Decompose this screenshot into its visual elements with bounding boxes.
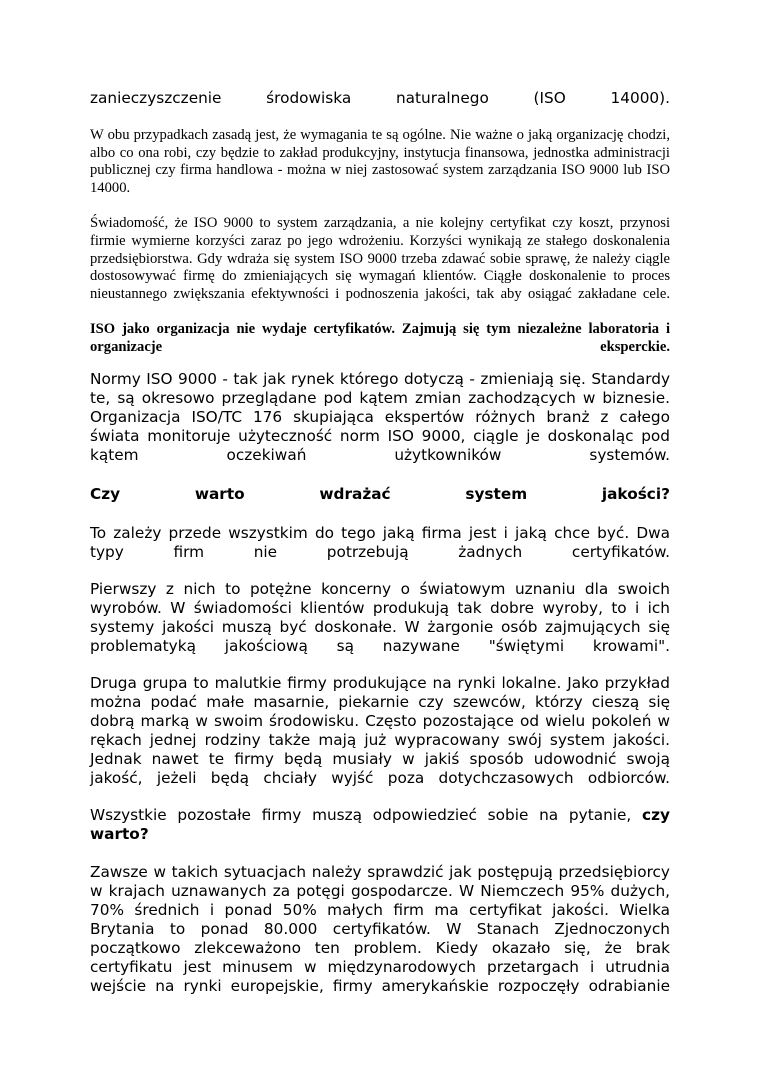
paragraph-small-firms: Druga grupa to malutkie firmy produkujące na rynki lokalne. Jako przykład można podać małe masarnie, piekarnie czy szewców, którzy cieszą się dobrą marką w swoim środowisku. Często pozostające od wielu pokoleń w rękach jednej rodziny także mają już wypracowany swój system jakości. Jednak nawet te firmy będą musiały w jakiś sposób udowodnić swoją jakość, jeżeli będą chciały wyjść poza dotychczasowych odbiorców. [90,674,670,788]
bold-statement-certificates: ISO jako organizacja nie wydaje certyfikatów. Zajmują się tym niezależne laboratoria i organizacje eksperckie. [90,321,670,356]
paragraph-general-requirements: W obu przypadkach zasadą jest, że wymagania te są ogólne. Nie ważne o jaką organizację chodzi, albo co ona robi, czy będzie to zakład produkcyjny, instytucja finansowa, jednostka administracji publicznej czy firma handlowa - można w niej zastosować system zarządzania ISO 9000 lub ISO 14000. [90,127,670,196]
section-heading: Czy warto wdrażać system jakości? [90,485,670,504]
paragraph-awareness-benefits: Świadomość, że ISO 9000 to system zarządzania, a nie kolejny certyfikat czy koszt, przynosi firmie wymierne korzyści zaraz po jego wdrożeniu. Korzyści wynikają ze stałego doskonalenia przedsiębiorstwa. Gdy wdraża się system ISO 9000 trzeba zdawać sobie sprawę, że należy ciągle dostosowywać firmę do zmieniających się wymagań klientów. Ciągłe doskonalenie to proces nieustannego zwiększania efektywności i podnoszenia jakości, tak aby osiągać zakładane cele. [90,215,670,302]
paragraph-standards-change: Normy ISO 9000 - tak jak rynek którego dotyczą - zmieniają się. Standardy te, są okresowo przeglądane pod kątem zmian zachodzących w biznesie. Organizacja ISO/TC 176 skupiająca ekspertów różnych branż z całego świata monitoruje użyteczność norm ISO 9000, ciągle je doskonaląc pod kątem oczekiwań użytkowników systemów. [90,370,670,465]
paragraph-countries-example: Zawsze w takich sytuacjach należy sprawdzić jak postępują przedsiębiorcy w krajach uznawanych za potęgi gospodarcze. W Niemczech 95% dużych, 70% średnich i ponad 50% małych firm ma certyfikat jakości. Wielka Brytania to ponad 80.000 certyfikatów. W Stanach Zjednoczonych początkowo zlekceważono ten problem. Kiedy okazało się, że brak certyfikatu jest minusem w międzynarodowych przetargach i utrudnia wejście na rynki europejskie, firmy amerykańskie rozpoczęły odrabianie [90,863,670,996]
paragraph-big-concerns: Pierwszy z nich to potężne koncerny o światowym uznaniu dla swoich wyrobów. W świadomości klientów produkują tak dobre wyroby, to i ich systemy jakości muszą być doskonałe. W żargonie osób zajmujących się problematyką jakościową są nazywane "świętymi krowami". [90,580,670,656]
question-lead-text: Wszystkie pozostałe firmy muszą odpowiedzieć sobie na pytanie, [90,806,632,825]
paragraph-continuation: zanieczyszczenie środowiska naturalnego (ISO 14000). [90,89,670,107]
paragraph-two-firm-types: To zależy przede wszystkim do tego jaką firma jest i jaką chce być. Dwa typy firm nie potrzebują żadnych certyfikatów. [90,524,670,562]
document-page [90,88,670,996]
question-bold-text: czy warto? [90,806,670,844]
paragraph-question [90,806,670,844]
